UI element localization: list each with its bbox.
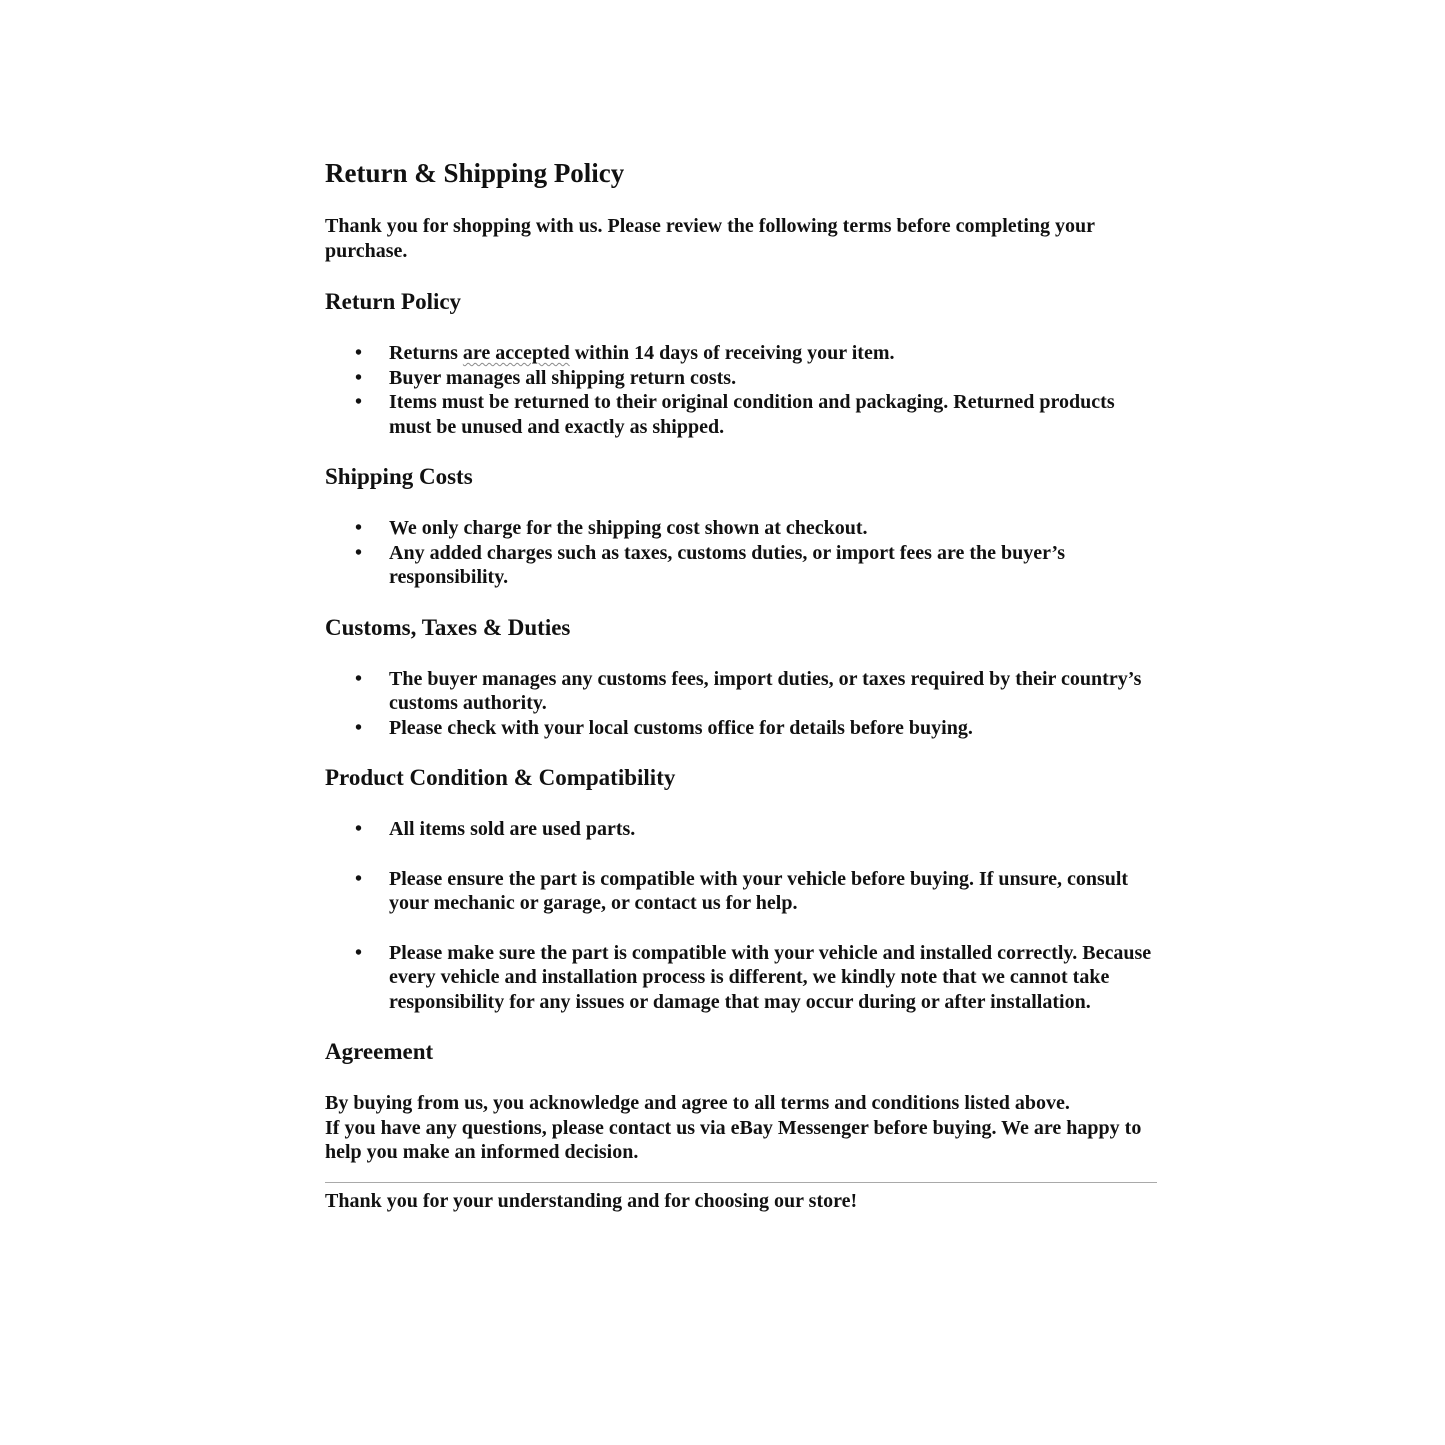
agreement-body [325, 1091, 1157, 1165]
bullet-icon: • [355, 818, 363, 840]
agreement-line-2: If you have any questions, please contact us via eBay Messenger before buying. We are happy to help you make an informed decision. [325, 1116, 1142, 1163]
list-item [325, 667, 1157, 716]
spellcheck-marked-text: are accepted [462, 342, 570, 364]
customs-list [325, 667, 1157, 741]
list-item-text: Any added charges such as taxes, customs duties, or import fees are the buyer’s responsibility. [389, 541, 1066, 588]
return-policy-list [325, 341, 1157, 439]
list-item-text: Please ensure the part is compatible with your vehicle before buying. If unsure, consult your mechanic or garage, or contact us for help. [389, 867, 1129, 914]
list-item-text: Items must be returned to their original condition and packaging. Returned products must be unused and exactly as shipped. [389, 391, 1115, 438]
product-condition-heading: Product Condition & Compatibility [325, 765, 676, 790]
list-item [325, 941, 1157, 1015]
shipping-costs-list [325, 516, 1157, 590]
list-item [325, 716, 1157, 741]
list-item-text: All items sold are used parts. [389, 818, 636, 840]
bullet-icon: • [355, 867, 363, 890]
bullet-icon: • [355, 716, 363, 739]
bullet-icon: • [355, 517, 363, 539]
list-item-text: We only charge for the shipping cost shown at checkout. [389, 517, 868, 539]
intro-paragraph: Thank you for shopping with us. Please review the following terms before completing your purchase. [325, 215, 1095, 262]
list-item [325, 867, 1157, 916]
list-item-text: Please make sure the part is compatible with your vehicle and installed correctly. Because every vehicle and installation process is different, we kindly note that we cannot take responsibility for any issues or damage that may occur during or after installation. [389, 941, 1152, 1013]
product-condition-list [325, 817, 1157, 1014]
bullet-icon: • [355, 391, 363, 413]
list-item-text: Returns [389, 342, 463, 364]
closing-message: Thank you for your understanding and for choosing our store! [325, 1189, 858, 1212]
bullet-icon: • [355, 941, 363, 964]
list-item-text: Please check with your local customs office for details before buying. [389, 716, 973, 739]
bullet-icon: • [355, 667, 363, 690]
agreement-heading: Agreement [325, 1039, 434, 1064]
bullet-icon: • [355, 541, 363, 564]
list-item-text: within 14 days of receiving your item. [569, 342, 895, 364]
list-item [325, 341, 1157, 366]
list-item [325, 817, 1157, 842]
bullet-icon: • [355, 366, 363, 389]
customs-heading: Customs, Taxes & Duties [325, 614, 571, 640]
divider [325, 1182, 1157, 1183]
list-item-text: The buyer manages any customs fees, import duties, or taxes required by their country’s customs authority. [389, 667, 1142, 714]
list-item [325, 390, 1157, 439]
list-item [325, 366, 1157, 391]
agreement-line-1: By buying from us, you acknowledge and agree to all terms and conditions listed above. [325, 1092, 1070, 1114]
return-policy-heading: Return Policy [325, 289, 462, 314]
list-item [325, 516, 1157, 541]
list-item [325, 541, 1157, 590]
shipping-costs-heading: Shipping Costs [325, 464, 473, 489]
policy-document [325, 156, 1157, 1213]
page-title: Return & Shipping Policy [325, 158, 625, 188]
list-item-text: Buyer manages all shipping return costs. [389, 366, 737, 389]
bullet-icon: • [355, 342, 363, 364]
